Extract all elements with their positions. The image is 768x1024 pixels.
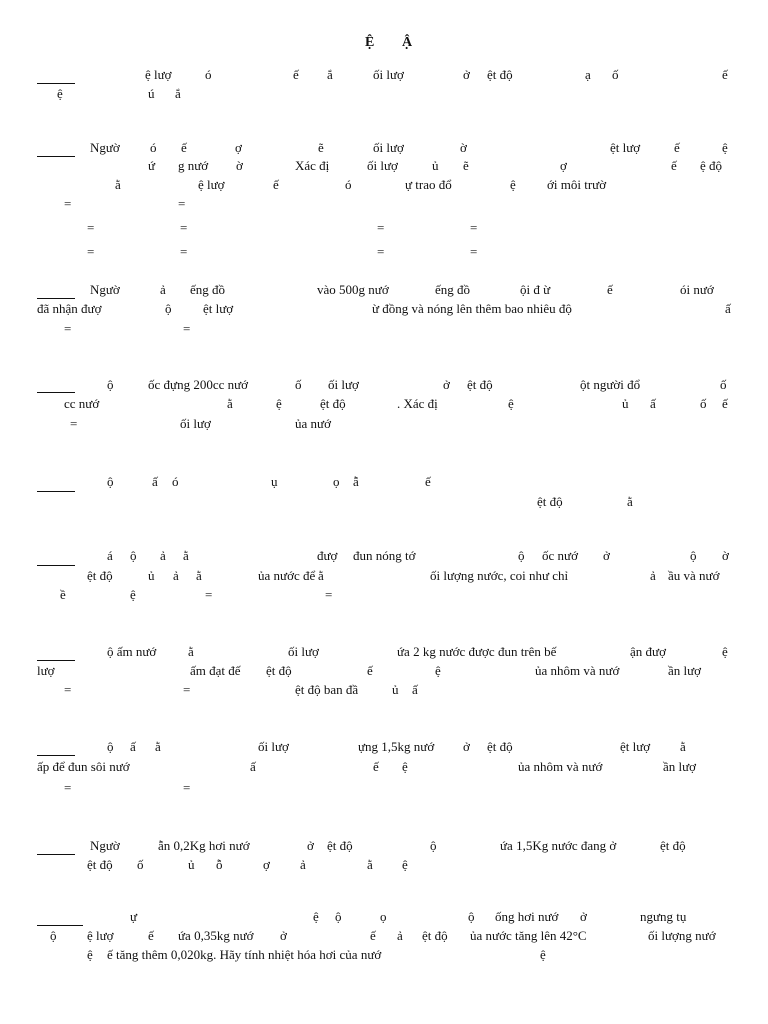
- problem-4-line-1-text: ột người đổ: [580, 377, 641, 392]
- problem-6-line-2-text: ủ: [148, 568, 155, 583]
- problem-8-line-2-text: ấ: [250, 759, 256, 774]
- problem-6-line-1-text: ộ: [690, 548, 697, 563]
- problem-1-line-1-text: ở: [463, 67, 470, 82]
- problem-6-line-3-text: ề: [60, 587, 66, 602]
- problem-9-line-2-text: ủ: [188, 857, 195, 872]
- problem-2-line-6-text: =: [377, 244, 385, 259]
- problem-10-line-3-text: ệ: [540, 947, 546, 962]
- problem-7-line-2-text: ần lượ: [668, 663, 702, 678]
- problem-2-line-2-text: ủ: [432, 158, 439, 173]
- problem-8-line-1-text: ằ: [680, 739, 686, 754]
- problem-4-line-2-text: ệ: [508, 396, 514, 411]
- problem-3-line-2-text: ừ đồng và nóng lên thêm bao nhiêu độ: [372, 301, 572, 316]
- problem-7-line-2-text: ệ: [435, 663, 441, 678]
- problem-1-line-2-text: ắ: [175, 86, 181, 101]
- problem-2-line-4-text: =: [64, 196, 72, 211]
- title-fragment: Ệ: [365, 35, 375, 50]
- problem-2-line-2-text: ẽ: [463, 158, 469, 173]
- problem-5-line-1-text: ấ: [152, 474, 158, 489]
- problem-2-line-6-text: =: [180, 244, 188, 259]
- problem-4-line-2-text: ố: [700, 396, 707, 411]
- problem-8-line-1-text: ở: [463, 739, 470, 754]
- problem-7-line-1-text: ận đượ: [630, 644, 666, 659]
- problem-9-line-2-text: ệ: [402, 857, 408, 872]
- problem-10-line-3-text: ệ: [87, 947, 93, 962]
- problem-4-line-1-text: ối lượ: [328, 377, 359, 392]
- problem-number-blank: [37, 298, 75, 299]
- problem-1-line-1-text: ó: [205, 67, 212, 82]
- problem-6-line-2-text: ằ: [318, 568, 324, 583]
- problem-1-line-1-text: ế: [293, 67, 299, 82]
- problem-4-line-1-text: ở: [443, 377, 450, 392]
- problem-2-line-3-text: ệ: [510, 177, 516, 192]
- problem-8-line-1-text: ấ: [130, 739, 136, 754]
- problem-10-line-2-text: ệ lượ: [87, 928, 114, 943]
- problem-9-line-1-text: ẫn 0,2Kg hơi nướ: [158, 838, 250, 853]
- problem-3-line-1-text: vào 500g nướ: [317, 282, 389, 297]
- problem-9-line-2-text: ợ: [263, 857, 270, 872]
- problem-2-line-2-text: ệ độ: [700, 158, 723, 173]
- problem-8-line-2-text: ần lượ: [663, 759, 697, 774]
- problem-4-line-3-text: ủa nướ: [295, 416, 331, 431]
- problem-4-line-3-text: ối lượ: [180, 416, 211, 431]
- problem-number-blank: [37, 156, 75, 157]
- problem-10-line-2-text: ế: [148, 928, 154, 943]
- problem-2-line-1-text: ó: [150, 140, 157, 155]
- problem-number-blank: [37, 854, 75, 855]
- problem-6-line-2-text: ối lượng nước, coi như chỉ: [430, 568, 569, 583]
- problem-10-line-2-text: ộ: [50, 928, 57, 943]
- problem-7-line-3-text: ủ: [392, 682, 399, 697]
- problem-10-line-1-text: ọ: [380, 909, 387, 924]
- problem-8-line-2-text: ệ: [402, 759, 408, 774]
- problem-5-line-2-text: ằ: [627, 494, 633, 509]
- problem-10-line-2-text: ả: [397, 928, 403, 943]
- problem-3-line-1-text: ội đ ừ: [520, 282, 551, 297]
- problem-4-line-2-text: ủ: [622, 396, 629, 411]
- problem-5-line-1-text: ọ: [333, 474, 340, 489]
- problem-6-line-1-text: ờ: [722, 548, 729, 563]
- problem-2-line-5-text: =: [470, 220, 478, 235]
- problem-6-line-2-text: ầu và nướ: [668, 568, 720, 583]
- problem-2-line-1-text: ợ: [235, 140, 242, 155]
- problem-3-line-1-text: ếng đồ: [435, 282, 471, 297]
- problem-number-blank: [37, 392, 75, 393]
- problem-2-line-2-text: Xác đị: [295, 158, 330, 173]
- problem-9-line-1-text: ứa 1,5Kg nước đang ở: [500, 838, 617, 853]
- problem-1-line-1-text: ế: [722, 67, 728, 82]
- problem-10-line-1-text: ở: [580, 909, 587, 924]
- problem-8-line-2-text: ấp để đun sôi nướ: [37, 759, 130, 774]
- problem-number-blank: [37, 565, 75, 566]
- problem-6-line-2-text: ệt độ: [87, 568, 113, 583]
- problem-3-line-2-text: ệt lượ: [203, 301, 234, 316]
- problem-8-line-1-text: ối lượ: [258, 739, 289, 754]
- problem-3-line-2-text: ấ: [725, 301, 731, 316]
- problem-5-line-1-text: ộ: [107, 474, 114, 489]
- problem-8-line-1-text: ộ: [107, 739, 114, 754]
- problem-4-line-1-text: ộ: [107, 377, 114, 392]
- problem-9-line-1-text: ệt độ: [660, 838, 686, 853]
- problem-8-line-1-text: ựng 1,5kg nướ: [358, 739, 435, 754]
- problem-5-line-1-text: ó: [172, 474, 179, 489]
- problem-7-line-2-text: ủa nhôm và nướ: [535, 663, 620, 678]
- problem-number-blank: [37, 755, 75, 756]
- problem-2-line-2-text: ối lượ: [367, 158, 398, 173]
- problem-7-line-3-text: =: [183, 682, 191, 697]
- problem-6-line-1-text: ằ: [183, 548, 189, 563]
- problem-10-line-2-text: ối lượng nướ: [648, 928, 716, 943]
- problem-8-line-2-text: ế: [373, 759, 379, 774]
- problem-number-blank: [37, 83, 75, 84]
- problem-5-line-1-text: ẫ: [353, 474, 359, 489]
- problem-1-line-1-text: ạ: [585, 67, 591, 82]
- problem-7-line-2-text: ấm đạt đế: [190, 663, 241, 678]
- problem-9-line-2-text: ỗ: [216, 857, 223, 872]
- problem-6-line-1-text: đượ: [317, 548, 338, 563]
- problem-1-line-2-text: ú: [148, 86, 155, 101]
- problem-9-line-2-text: ệt độ: [87, 857, 113, 872]
- problem-1-line-1-text: ắ: [327, 67, 333, 82]
- problem-9-line-2-text: ả: [300, 857, 306, 872]
- problem-3-line-1-text: ả: [160, 282, 166, 297]
- problem-9-line-2-text: ố: [137, 857, 144, 872]
- problem-4-line-2-text: ằ: [227, 396, 233, 411]
- problem-7-line-3-text: ấ: [412, 682, 418, 697]
- problem-10-line-2-text: ệt độ: [422, 928, 448, 943]
- problem-7-line-3-text: ệt độ ban đầ: [295, 682, 359, 697]
- problem-9-line-1-text: ở: [307, 838, 314, 853]
- problem-number-blank: [37, 660, 75, 661]
- problem-4-line-2-text: ấ: [650, 396, 656, 411]
- problem-3-line-2-text: ộ: [165, 301, 172, 316]
- problem-2-line-5-text: =: [377, 220, 385, 235]
- problem-3-line-1-text: ói nướ: [680, 282, 714, 297]
- problem-2-line-1-text: ệt lượ: [610, 140, 641, 155]
- problem-10-line-1-text: ệ: [313, 909, 319, 924]
- problem-1-line-1-text: ệ lượ: [145, 67, 172, 82]
- problem-6-line-1-text: á: [107, 548, 113, 563]
- problem-3-line-1-text: ếng đồ: [190, 282, 226, 297]
- problem-6-line-2-text: ả: [650, 568, 656, 583]
- problem-4-line-1-text: ố: [295, 377, 302, 392]
- problem-6-line-3-text: ệ: [130, 587, 136, 602]
- problem-6-line-2-text: ằ: [196, 568, 202, 583]
- problem-2-line-2-text: ứ: [148, 158, 156, 173]
- problem-10-line-2-text: ủa nước tăng lên 42°C: [470, 928, 587, 943]
- problem-6-line-1-text: ốc nướ: [542, 548, 578, 563]
- problem-8-line-2-text: ủa nhôm và nướ: [518, 759, 603, 774]
- problem-1-line-2-text: ệ: [57, 86, 63, 101]
- problem-2-line-1-text: ối lượ: [373, 140, 404, 155]
- problem-8-line-1-text: ệt lượ: [620, 739, 651, 754]
- problem-7-line-3-text: =: [64, 682, 72, 697]
- problem-10-line-1-text: ộ: [468, 909, 475, 924]
- problem-10-line-2-text: ứa 0,35kg nướ: [178, 928, 254, 943]
- problem-4-line-1-text: ệt độ: [467, 377, 493, 392]
- problem-2-line-4-text: =: [178, 196, 186, 211]
- problem-3-line-1-text: Ngườ: [90, 282, 120, 297]
- problem-10-line-1-text: ống hơi nướ: [495, 909, 559, 924]
- problem-6-line-1-text: ả: [160, 548, 166, 563]
- problem-4-line-2-text: ệt độ: [320, 396, 346, 411]
- problem-7-line-1-text: ứa 2 kg nước được đun trên bế: [397, 644, 557, 659]
- problem-4-line-2-text: cc nướ: [64, 396, 100, 411]
- problem-10-line-1-text: ự: [130, 909, 138, 924]
- problem-10-line-2-text: ở: [280, 928, 287, 943]
- problem-2-line-1-text: ế: [674, 140, 680, 155]
- problem-7-line-1-text: ệ: [722, 644, 728, 659]
- problem-4-line-3-text: =: [70, 416, 78, 431]
- problem-3-line-3-text: =: [183, 321, 191, 336]
- title-fragment: Ậ: [402, 35, 413, 50]
- problem-2-line-2-text: ờ: [236, 158, 243, 173]
- problem-2-line-1-text: Ngườ: [90, 140, 120, 155]
- problem-10-line-2-text: ế: [370, 928, 376, 943]
- problem-2-line-3-text: ự trao đổ: [405, 177, 452, 192]
- problem-8-line-3-text: =: [183, 780, 191, 795]
- problem-3-line-3-text: =: [64, 321, 72, 336]
- problem-2-line-3-text: ằ: [115, 177, 121, 192]
- problem-2-line-2-text: ợ: [560, 158, 567, 173]
- problem-4-line-2-text: ệ: [276, 396, 282, 411]
- problem-2-line-1-text: ẽ: [318, 140, 324, 155]
- problem-8-line-1-text: ệt độ: [487, 739, 513, 754]
- problem-4-line-1-text: ốc đựng 200cc nướ: [148, 377, 249, 392]
- problem-6-line-1-text: ộ: [130, 548, 137, 563]
- problem-6-line-1-text: đun nóng tớ: [353, 548, 416, 563]
- problem-2-line-1-text: ế: [181, 140, 187, 155]
- problem-1-line-1-text: ối lượ: [373, 67, 404, 82]
- problem-8-line-1-text: ằ: [155, 739, 161, 754]
- problem-number-blank: [37, 491, 75, 492]
- problem-9-line-2-text: ằ: [367, 857, 373, 872]
- problem-10-line-1-text: ộ: [335, 909, 342, 924]
- problem-3-line-2-text: đã nhận đượ: [37, 301, 102, 316]
- problem-7-line-1-text: ằ: [188, 644, 194, 659]
- problem-6-line-1-text: ộ: [518, 548, 525, 563]
- problem-5-line-1-text: ế: [425, 474, 431, 489]
- problem-4-line-2-text: ế: [722, 396, 728, 411]
- problem-number-blank: [37, 925, 83, 926]
- problem-9-line-1-text: ệt độ: [327, 838, 353, 853]
- problem-5-line-1-text: ụ: [271, 474, 278, 489]
- problem-6-line-1-text: ở: [603, 548, 610, 563]
- problem-7-line-2-text: ệt độ: [266, 663, 292, 678]
- problem-4-line-1-text: ố: [720, 377, 727, 392]
- problem-2-line-1-text: ệ: [722, 140, 728, 155]
- problem-2-line-1-text: ờ: [460, 140, 467, 155]
- problem-1-line-1-text: ố: [612, 67, 619, 82]
- problem-3-line-1-text: ế: [607, 282, 613, 297]
- problem-7-line-1-text: ộ ấm nướ: [107, 644, 157, 659]
- problem-6-line-3-text: =: [325, 587, 333, 602]
- problem-2-line-3-text: ó: [345, 177, 352, 192]
- problem-2-line-2-text: g nướ: [178, 158, 209, 173]
- problem-7-line-2-text: lượ: [37, 663, 55, 678]
- problem-6-line-2-text: ủa nước để: [258, 568, 316, 583]
- problem-2-line-5-text: =: [87, 220, 95, 235]
- problem-7-line-2-text: ế: [367, 663, 373, 678]
- problem-10-line-3-text: ế tăng thêm 0,020kg. Hãy tính nhiệt hóa hơi của nướ: [107, 947, 382, 962]
- problem-5-line-2-text: ệt độ: [537, 494, 563, 509]
- problem-9-line-1-text: ộ: [430, 838, 437, 853]
- problem-2-line-6-text: =: [87, 244, 95, 259]
- problem-2-line-5-text: =: [180, 220, 188, 235]
- problem-2-line-3-text: ế: [273, 177, 279, 192]
- problem-10-line-1-text: ngưng tụ: [640, 909, 687, 924]
- problem-6-line-2-text: ả: [173, 568, 179, 583]
- problem-1-line-1-text: ệt độ: [487, 67, 513, 82]
- problem-7-line-1-text: ối lượ: [288, 644, 319, 659]
- problem-8-line-3-text: =: [64, 780, 72, 795]
- problem-9-line-1-text: Ngườ: [90, 838, 120, 853]
- problem-2-line-2-text: ế: [671, 158, 677, 173]
- problem-2-line-6-text: =: [470, 244, 478, 259]
- problem-2-line-3-text: ới môi trườ: [547, 177, 607, 192]
- problem-2-line-3-text: ệ lượ: [198, 177, 225, 192]
- problem-4-line-2-text: . Xác đị: [397, 396, 438, 411]
- problem-6-line-3-text: =: [205, 587, 213, 602]
